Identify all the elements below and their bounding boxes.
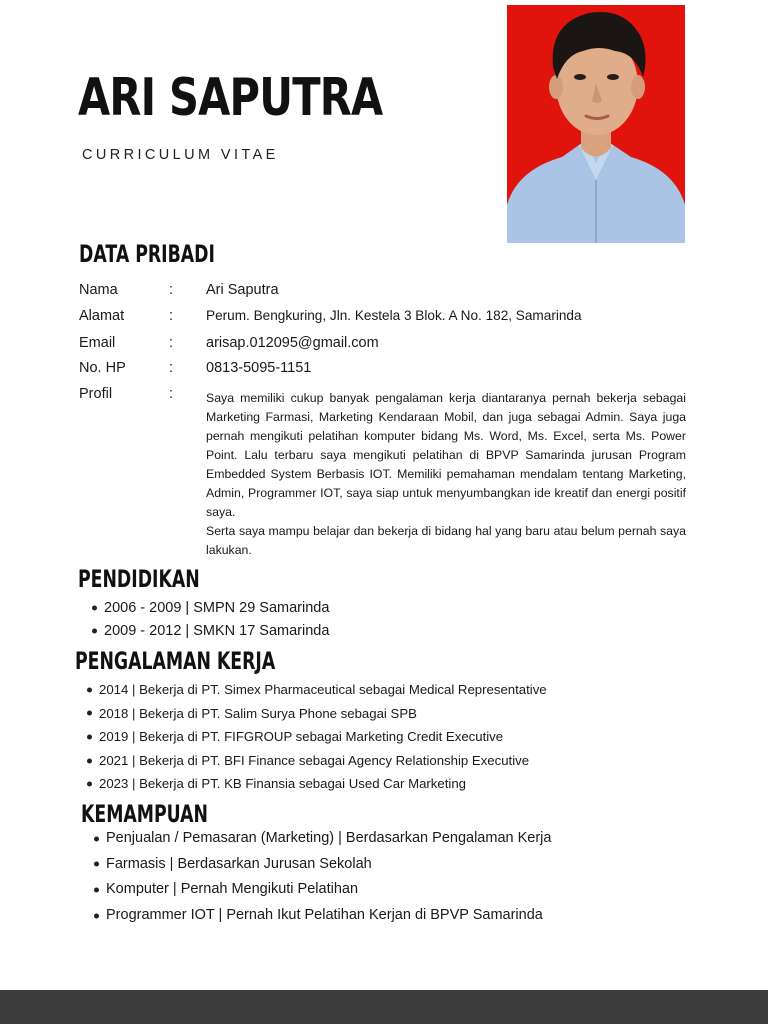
profil-paragraph: Saya memiliki cukup banyak pengalaman kerja diantaranya pernah bekerja sebagai Marketing Farmasi, Marketing Kendaraan Mobil, dan juga sebagai Admin. Saya juga pernah mengikuti pelatihan komputer bidang Ms. Word, Ms. Excel, serta Ms. Power Point. Lalu terbaru saya mengikuti pelatihan di BPVP Samarinda jurusan Program Embedded System Berbasis IOT. Memiliki pemahaman mendalam tentang Marketing, Admin, Programmer IOT, saya siap untuk menyumbangkan ide kreatif dan energi positif saya. [206,391,686,519]
education-list [104,597,329,642]
profil-description [206,389,686,560]
list-item: 2019 | Bekerja di PT. FIFGROUP sebagai Marketing Credit Executive [99,725,547,749]
section-heading-pengalaman-kerja: PENGALAMAN KERJA [75,647,276,675]
field-label: Nama [79,282,118,298]
field-separator: : [169,335,174,351]
footer-bar [0,990,768,1024]
field-separator: : [169,308,174,324]
list-item: Penjualan / Pemasaran (Marketing) | Berdasarkan Pengalaman Kerja [106,826,551,852]
profile-photo-illustration [507,5,685,243]
list-item: 2009 - 2012 | SMKN 17 Samarinda [104,620,329,643]
field-separator: : [169,360,174,376]
field-value: Perum. Bengkuring, Jln. Kestela 3 Blok. A No. 182, Samarinda [206,308,582,323]
section-heading-pendidikan: PENDIDIKAN [78,565,200,593]
list-item: 2006 - 2009 | SMPN 29 Samarinda [104,597,329,620]
experience-list [99,678,547,796]
field-label: Alamat [79,308,125,324]
field-value: arisap.012095@gmail.com [206,335,379,351]
list-item: 2014 | Bekerja di PT. Simex Pharmaceutical sebagai Medical Representative [99,678,547,702]
field-separator: : [169,386,174,402]
field-label: Email [79,335,116,351]
field-value: 0813-5095-1151 [206,360,312,376]
list-item: 2023 | Bekerja di PT. KB Finansia sebagai Used Car Marketing [99,772,547,796]
skills-list [106,826,551,928]
field-separator: : [169,282,174,298]
profil-paragraph: Serta saya mampu belajar dan bekerja di bidang hal yang baru atau belum pernah saya lakukan. [206,524,686,557]
list-item: Farmasis | Berdasarkan Jurusan Sekolah [106,852,551,878]
list-item: Komputer | Pernah Mengikuti Pelatihan [106,877,551,903]
list-item: 2021 | Bekerja di PT. BFI Finance sebagai Agency Relationship Executive [99,749,547,773]
resume-name: ARI SAPUTRA [78,68,383,128]
field-label: No. HP [79,360,126,376]
section-heading-data-pribadi: DATA PRIBADI [79,240,215,268]
list-item: 2018 | Bekerja di PT. Salim Surya Phone sebagai SPB [99,702,547,726]
section-heading-kemampuan: KEMAMPUAN [81,800,208,828]
field-label: Profil [79,386,113,402]
field-value: Ari Saputra [206,282,279,298]
resume-subtitle: CURRICULUM VITAE [82,147,279,163]
list-item: Programmer IOT | Pernah Ikut Pelatihan Kerjan di BPVP Samarinda [106,903,551,929]
profile-photo [507,5,685,243]
